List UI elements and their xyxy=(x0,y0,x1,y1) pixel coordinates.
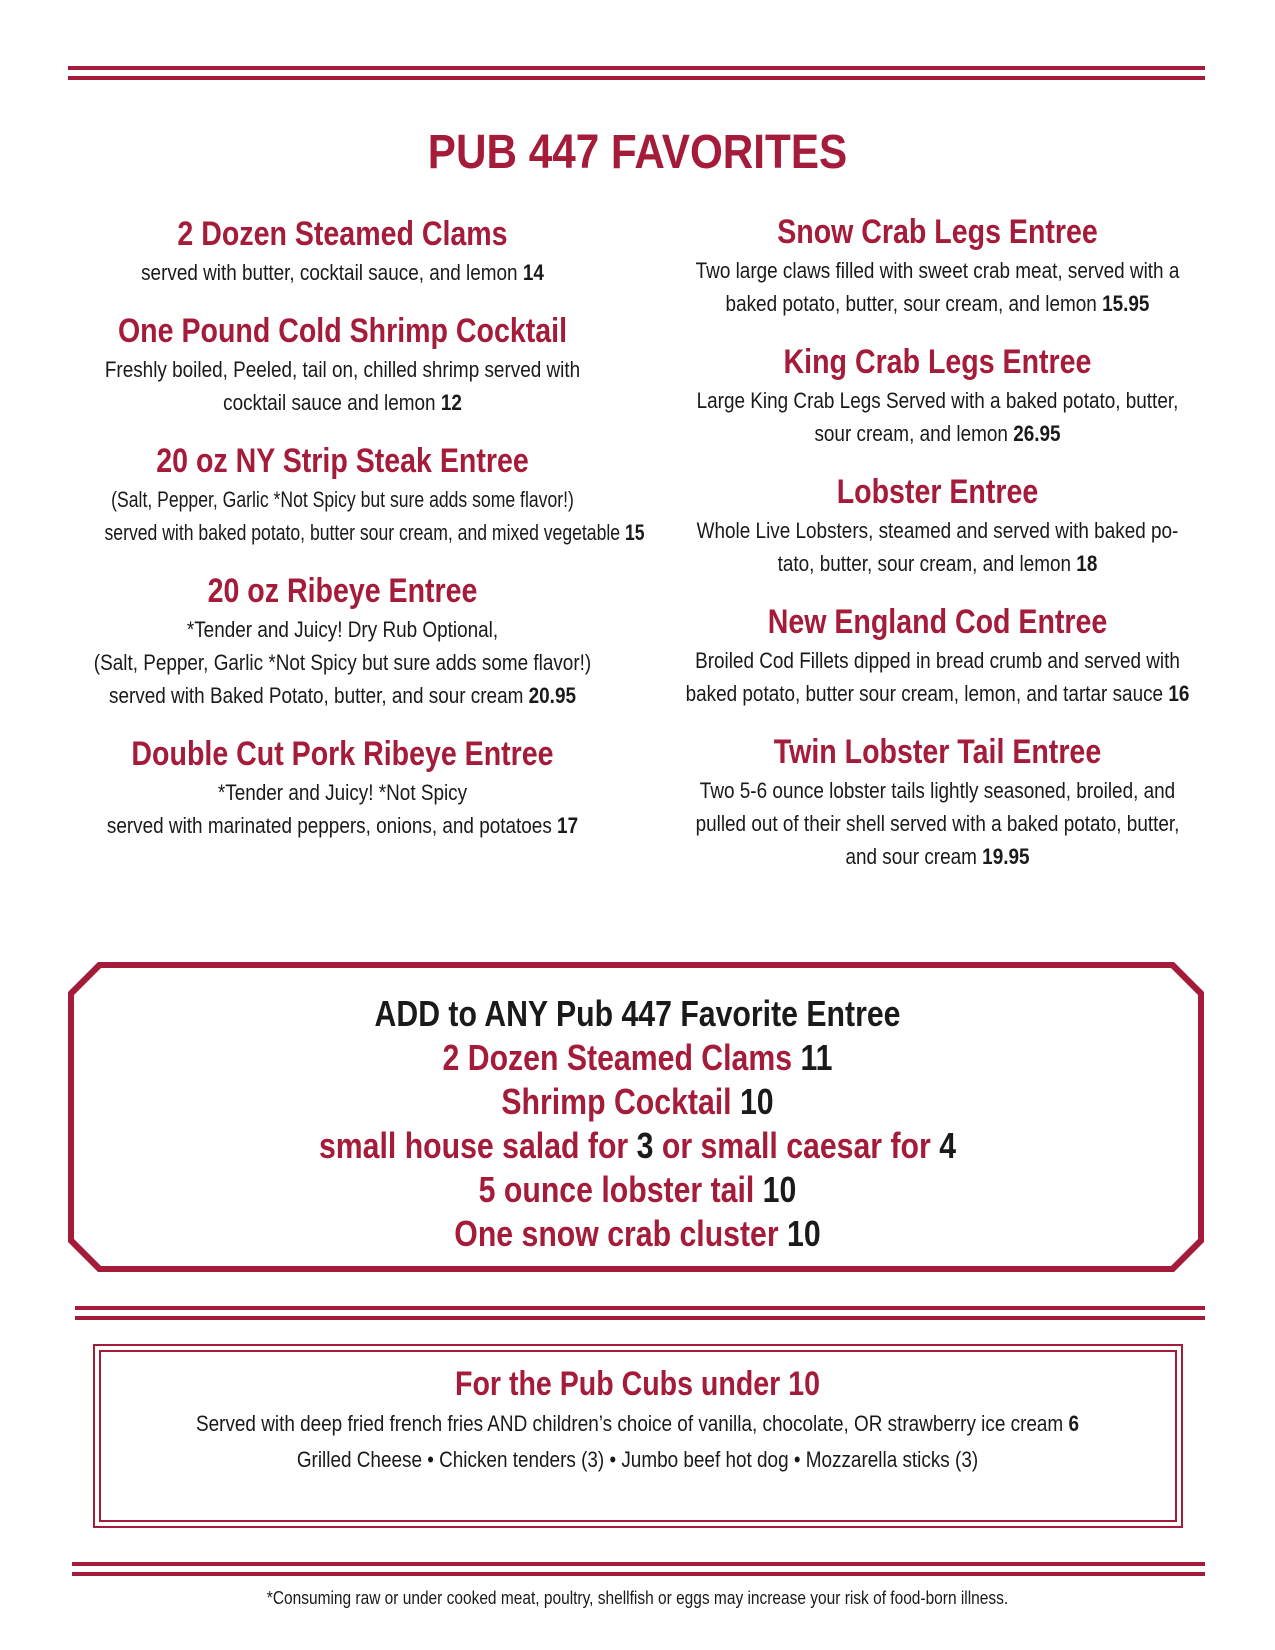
item-description: Two large claws filled with sweet crab meat, served with a xyxy=(695,258,1180,283)
addon-item-shrimp: Shrimp Cocktail 10 xyxy=(501,1081,774,1122)
menu-item xyxy=(640,730,1235,873)
item-name: 20 oz NY Strip Steak Entree xyxy=(156,442,529,480)
addon-item-salad: small house salad for 3 or small caesar for 4 xyxy=(318,1125,957,1166)
health-disclaimer: *Consuming raw or under cooked meat, poultry, shellfish or eggs may increase your risk of food-born illness. xyxy=(266,1588,1009,1608)
menu-item xyxy=(640,340,1235,450)
addon-item-snow-crab: One snow crab cluster 10 xyxy=(454,1213,821,1254)
menu-item xyxy=(45,309,640,419)
item-description: Broiled Cod Fillets dipped in bread crumb and served with xyxy=(695,648,1180,673)
menu-item xyxy=(45,569,640,712)
right-menu-column xyxy=(640,210,1235,893)
item-name: New England Cod Entree xyxy=(767,603,1108,641)
item-price: 17 xyxy=(557,813,579,838)
addon-item-clams: 2 Dozen Steamed Clams 11 xyxy=(442,1037,833,1078)
menu-item xyxy=(640,600,1235,710)
item-description: served with baked potato, butter sour cream, and mixed vegetable 15 xyxy=(104,520,645,545)
menu-item xyxy=(45,439,645,549)
menu-item xyxy=(45,212,640,289)
item-name: Twin Lobster Tail Entree xyxy=(773,733,1102,771)
item-description: served with marinated peppers, onions, and potatoes 17 xyxy=(106,813,579,838)
item-price: 16 xyxy=(1168,681,1190,706)
item-description: sour cream, and lemon 26.95 xyxy=(814,421,1061,446)
item-description: and sour cream 19.95 xyxy=(845,844,1030,869)
item-name: One Pound Cold Shrimp Cocktail xyxy=(117,312,568,350)
item-description: baked potato, butter sour cream, lemon, and tartar sauce 16 xyxy=(685,681,1190,706)
kids-menu-section xyxy=(0,1362,1275,1478)
item-description: Large King Crab Legs Served with a baked potato, butter, xyxy=(696,388,1179,413)
item-description: cocktail sauce and lemon 12 xyxy=(223,390,462,415)
addon-section xyxy=(0,992,1275,1256)
item-description: served with Baked Potato, butter, and sour cream 20.95 xyxy=(108,683,576,708)
item-description: tato, butter, sour cream, and lemon 18 xyxy=(777,551,1098,576)
item-name: 20 oz Ribeye Entree xyxy=(207,572,478,610)
item-name: Double Cut Pork Ribeye Entree xyxy=(131,735,554,773)
menu-item xyxy=(640,210,1235,320)
kids-menu-options: Grilled Cheese • Chicken tenders (3) • Jumbo beef hot dog • Mozzarella sticks (3) xyxy=(296,1447,979,1472)
top-divider xyxy=(68,66,1205,70)
item-description: *Tender and Juicy! *Not Spicy xyxy=(217,780,468,805)
item-description: baked potato, butter, sour cream, and lemon 15.95 xyxy=(725,291,1150,316)
page-title: PUB 447 FAVORITES xyxy=(427,126,848,179)
kids-menu-price: 6 xyxy=(1068,1411,1080,1436)
item-description: (Salt, Pepper, Garlic *Not Spicy but sure adds some flavor!) xyxy=(93,650,592,675)
item-price: 20.95 xyxy=(528,683,576,708)
item-price: 18 xyxy=(1076,551,1098,576)
addon-heading: ADD to ANY Pub 447 Favorite Entree xyxy=(374,993,901,1034)
left-menu-column xyxy=(45,212,645,862)
item-price: 26.95 xyxy=(1013,421,1061,446)
item-description: pulled out of their shell served with a baked potato, butter, xyxy=(695,811,1180,836)
kids-menu-title: For the Pub Cubs under 10 xyxy=(455,1365,820,1403)
item-price: 15.95 xyxy=(1102,291,1150,316)
item-name: Snow Crab Legs Entree xyxy=(777,213,1098,251)
item-description: Freshly boiled, Peeled, tail on, chilled shrimp served with xyxy=(104,357,581,382)
item-price: 19.95 xyxy=(982,844,1030,869)
item-price: 12 xyxy=(440,390,462,415)
middle-divider xyxy=(75,1306,1205,1310)
kids-menu-description: Served with deep fried french fries AND children’s choice of vanilla, chocolate, OR strawberry ice cream 6 xyxy=(195,1411,1080,1436)
item-price: 15 xyxy=(624,520,645,545)
menu-item xyxy=(45,732,640,842)
addon-item-lobster-tail: 5 ounce lobster tail 10 xyxy=(478,1169,797,1210)
bottom-divider xyxy=(72,1562,1205,1566)
item-description: served with butter, cocktail sauce, and lemon 14 xyxy=(141,260,544,285)
item-price: 14 xyxy=(522,260,544,285)
item-name: 2 Dozen Steamed Clams xyxy=(177,215,508,253)
menu-item xyxy=(640,470,1235,580)
item-name: King Crab Legs Entree xyxy=(783,343,1092,381)
item-description: Two 5-6 ounce lobster tails lightly seasoned, broiled, and xyxy=(699,778,1176,803)
item-description: Whole Live Lobsters, steamed and served with baked po- xyxy=(696,518,1179,543)
item-description: *Tender and Juicy! Dry Rub Optional, xyxy=(186,617,499,642)
item-description: (Salt, Pepper, Garlic *Not Spicy but sure adds some flavor!) xyxy=(111,487,574,512)
item-name: Lobster Entree xyxy=(836,473,1039,511)
